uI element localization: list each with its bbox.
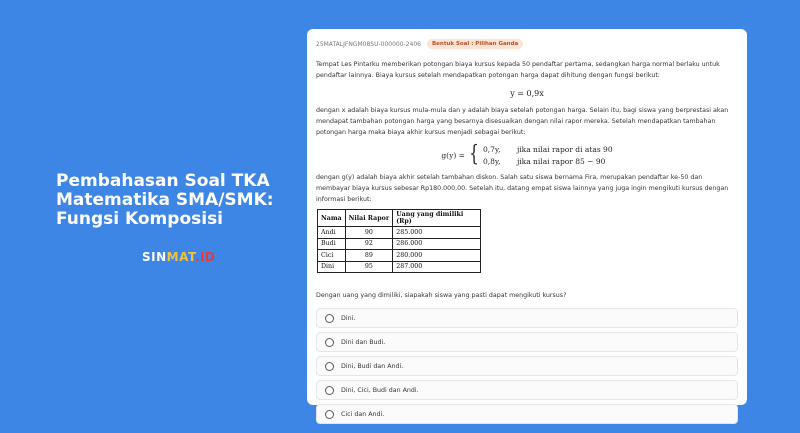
question-paragraph-2: dengan x adalah biaya kursus mula-mula dan y adalah biaya setelah potongan harga. Selain itu, bagi siswa yang berprestasi akan mendapat tambahan potongan harga yang besarnya disesuaikan dengan nilai rapor mereka. Setelah mendapatkan tambahan potongan harga maka biaya akhir kursus menjadi sebagai berikut: [316,107,729,136]
answer-option-2[interactable] [316,332,738,352]
answer-option-label: Cici dan Andi. [341,410,385,418]
question-paragraph-3: dengan g(y) adalah biaya akhir setelah tambahan diskon. Salah satu siswa bernama Fira, merupakan pendaftar ke-50 dan membayar biaya kursus sebesar Rp180.000,00. Setelah itu, datang empat siswa lainnya yang juga ingin mengikuti kursus dengan informasi berikut: [316,174,729,203]
table-header: Nama [318,210,346,227]
table-header-row [318,210,481,227]
answer-options [316,308,738,424]
table-cell: Budi [318,238,346,250]
table-row [318,250,481,262]
sinmat-logo [142,250,215,264]
radio-icon[interactable] [325,362,334,371]
question-prompt: Dengan uang yang dimiliki, siapakah siswa yang pasti dapat mengikuti kursus? [316,292,567,299]
table-row [318,238,481,250]
table-row [318,261,481,273]
question-intro: Tempat Les Pintarku memberikan potongan biaya kursus kepada 50 pendaftar pertama, sedangkan harga normal berlaku untuk pendaftar lainnya. Biaya kursus setelah mendapatkan potongan harga dapat dihitung dengan fungsi berikut: [316,61,720,79]
table-header: Nilai Rapor [345,210,393,227]
logo-text-sin: SIN [142,250,167,264]
piecewise-formula [316,144,738,166]
radio-icon[interactable] [325,314,334,323]
table-cell: 95 [345,261,393,273]
question-id: 25MATALJFNGM08SU-000000-2406 [316,40,421,48]
answer-option-label: Dini, Budi dan Andi. [341,362,404,370]
answer-option-1[interactable] [316,308,738,328]
piecewise-row2-cond: jika nilai rapor 85 − 90 [516,156,606,166]
piecewise-row1-expr: 0,7y, [482,144,501,154]
table-cell: Andi [318,227,346,239]
answer-option-label: Dini. [341,314,356,322]
piecewise-lhs: g(y) = [441,150,465,160]
table-cell: 285.000 [393,227,481,239]
table-cell: Cici [318,250,346,262]
radio-icon[interactable] [325,338,334,347]
question-meta [316,39,738,49]
answer-option-5[interactable] [316,404,738,424]
table-row [318,227,481,239]
logo-text-id: .ID [194,250,216,264]
page-title: Pembahasan Soal TKA Matematika SMA/SMK: Fungsi Komposisi [56,171,274,229]
question-type-badge: Bentuk Soal : Pilihan Ganda [427,39,523,49]
radio-icon[interactable] [325,410,334,419]
table-cell: 92 [345,238,393,250]
answer-option-3[interactable] [316,356,738,376]
student-table [317,209,481,273]
brace-glyph: { [469,142,479,167]
piecewise-row1-cond: jika nilai rapor di atas 90 [516,144,613,154]
answer-option-label: Dini dan Budi. [341,338,386,346]
piecewise-row2-expr: 0,8y, [482,156,501,166]
question-card [307,29,747,418]
logo-text-mat: MAT [166,250,195,264]
table-cell: 287.000 [393,261,481,273]
answer-option-4[interactable] [316,380,738,400]
table-header: Uang yang dimiliki (Rp) [393,210,481,227]
discount-formula: y = 0,9x [510,89,544,98]
answer-option-label: Dini, Cici, Budi dan Andi. [341,386,419,394]
table-cell: 286.000 [393,238,481,250]
table-cell: 280.000 [393,250,481,262]
radio-icon[interactable] [325,386,334,395]
table-cell: Dini [318,261,346,273]
table-cell: 90 [345,227,393,239]
table-cell: 89 [345,250,393,262]
